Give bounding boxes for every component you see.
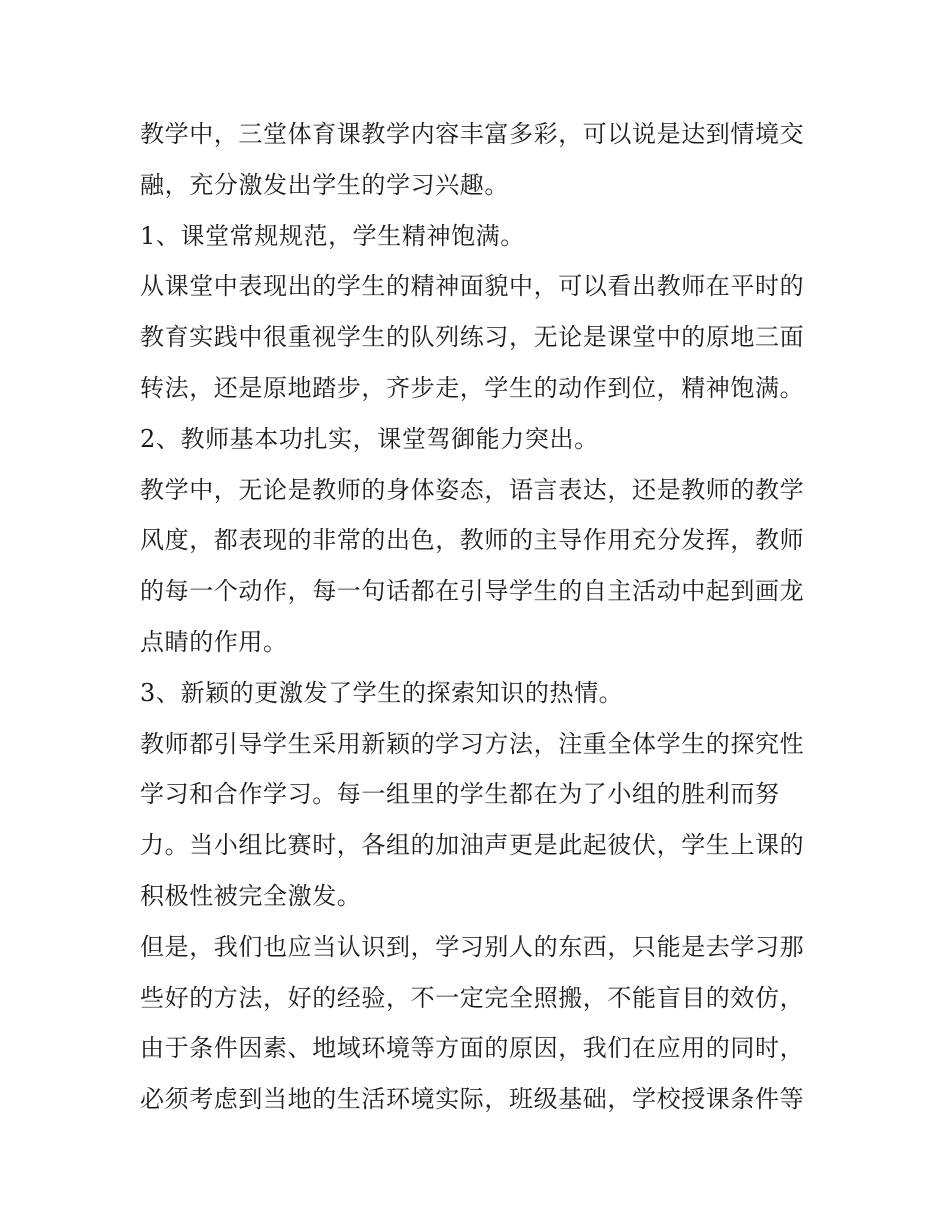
text-line: 融，充分激发出学生的学习兴趣。	[140, 170, 509, 199]
text-line: 些好的方法，好的经验，不一定完全照搬，不能盲目的效仿，	[140, 983, 805, 1012]
text-line: 教育实践中很重视学生的队列练习，无论是课堂中的原地三面	[140, 323, 805, 352]
text-line: 的每一个动作，每一句话都在引导学生的自主活动中起到画龙	[140, 577, 805, 606]
section-heading: 2、教师基本功扎实，课堂驾御能力突出。	[140, 424, 599, 453]
section-heading: 1、课堂常规规范，学生精神饱满。	[140, 221, 525, 250]
section-heading: 3、新颖的更激发了学生的探索知识的热情。	[140, 678, 624, 707]
text-line: 教学中，三堂体育课教学内容丰富多彩，可以说是达到情境交	[140, 120, 805, 148]
text-line: 教师都引导学生采用新颖的学习方法，注重全体学生的探究性	[140, 729, 805, 758]
text-line: 风度，都表现的非常的出色，教师的主导作用充分发挥，教师	[140, 526, 805, 555]
text-line: 积极性被完全激发。	[140, 881, 362, 910]
text-line: 由于条件因素、地域环境等方面的原因，我们在应用的同时，	[140, 1034, 805, 1063]
text-line: 必须考虑到当地的生活环境实际，班级基础，学校授课条件等	[140, 1085, 805, 1114]
text-line: 但是，我们也应当认识到，学习别人的东西，只能是去学习那	[140, 932, 805, 961]
text-line: 力。当小组比赛时，各组的加油声更是此起彼伏，学生上课的	[140, 831, 805, 860]
text-line: 点睛的作用。	[140, 627, 288, 656]
text-line: 从课堂中表现出的学生的精神面貌中，可以看出教师在平时的	[140, 272, 805, 301]
text-line: 转法，还是原地踏步，齐步走，学生的动作到位，精神饱满。	[140, 373, 805, 402]
text-line: 学习和合作学习。每一组里的学生都在为了小组的胜利而努	[140, 780, 780, 809]
document-body	[140, 109, 820, 1125]
text-line: 教学中，无论是教师的身体姿态，语言表达，还是教师的教学	[140, 475, 805, 504]
